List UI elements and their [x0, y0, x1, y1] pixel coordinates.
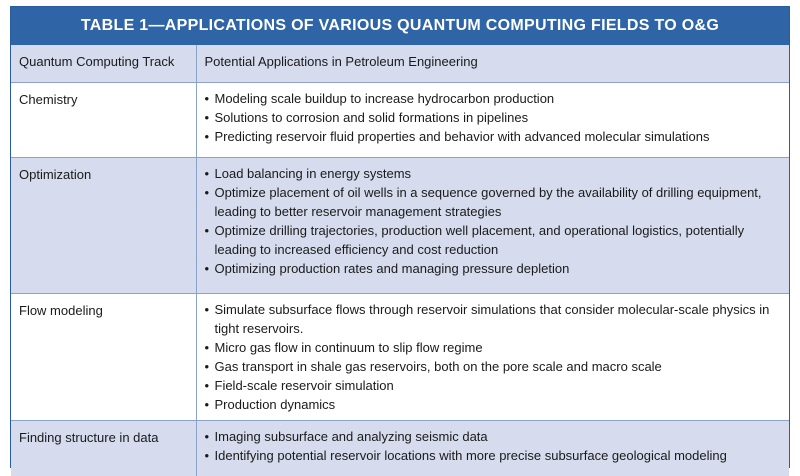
- table-row-chemistry: [11, 83, 789, 158]
- list-item: • Predicting reservoir fluid properties and behavior with advanced molecular simulations: [205, 127, 782, 146]
- applications-cell: [196, 294, 789, 421]
- track-cell: Chemistry: [11, 83, 196, 158]
- list-item: • Optimize placement of oil wells in a sequence governed by the availability of drilling equipment, leading to better reservoir management strategies: [205, 183, 782, 221]
- list-item: • Gas transport in shale gas reservoirs, both on the pore scale and macro scale: [205, 357, 782, 376]
- list-item: • Field-scale reservoir simulation: [205, 376, 782, 395]
- track-cell: Flow modeling: [11, 294, 196, 421]
- header-track: Quantum Computing Track: [11, 45, 196, 83]
- applications-list: [205, 300, 782, 414]
- list-item: • Simulate subsurface flows through reservoir simulations that consider molecular-scale physics in tight reservoirs.: [205, 300, 782, 338]
- track-cell: Finding structure in data: [11, 421, 196, 476]
- table-row-finding-structure: [11, 421, 789, 476]
- list-item: • Imaging subsurface and analyzing seismic data: [205, 427, 782, 446]
- track-cell: Optimization: [11, 158, 196, 294]
- list-item: • Optimizing production rates and managing pressure depletion: [205, 259, 782, 278]
- table-row-optimization: [11, 158, 789, 294]
- applications-list: [205, 89, 782, 146]
- applications-list: [205, 427, 782, 465]
- applications-list: [205, 164, 782, 278]
- list-item: • Load balancing in energy systems: [205, 164, 782, 183]
- list-item: • Production dynamics: [205, 395, 782, 414]
- table-grid: [11, 45, 789, 476]
- applications-cell: [196, 421, 789, 476]
- applications-table: [10, 6, 790, 468]
- table-row-flow-modeling: [11, 294, 789, 421]
- applications-cell: [196, 83, 789, 158]
- table-title: TABLE 1—APPLICATIONS OF VARIOUS QUANTUM COMPUTING FIELDS TO O&G: [11, 7, 789, 45]
- header-applications: Potential Applications in Petroleum Engineering: [196, 45, 789, 83]
- list-item: • Solutions to corrosion and solid formations in pipelines: [205, 108, 782, 127]
- applications-cell: [196, 158, 789, 294]
- list-item: • Identifying potential reservoir locations with more precise subsurface geological modeling: [205, 446, 782, 465]
- list-item: • Micro gas flow in continuum to slip flow regime: [205, 338, 782, 357]
- list-item: • Modeling scale buildup to increase hydrocarbon production: [205, 89, 782, 108]
- header-row: [11, 45, 789, 83]
- list-item: • Optimize drilling trajectories, production well placement, and operational logistics, potentially leading to increased efficiency and cost reduction: [205, 221, 782, 259]
